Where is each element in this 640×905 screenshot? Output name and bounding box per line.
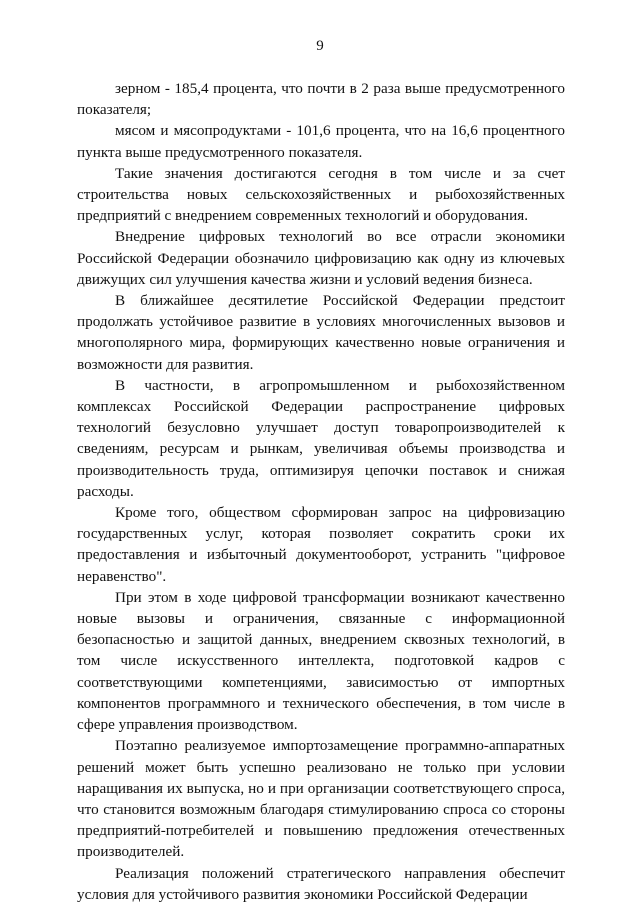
paragraph-grain: зерном - 185,4 процента, что почти в 2 раза выше предусмотренного показателя;	[77, 80, 565, 119]
paragraph-import-substitution: Поэтапно реализуемое импортозамещение программно-аппаратных решений может быть успешно реализовано не только при условии наращивания их выпуска, но и при организации соответствующего спроса, что становится возможным благодаря стимулированию спроса со стороны предприятий-потребителей и повышению предложения отечественных производителей.	[77, 737, 565, 861]
paragraph-values-achieved: Такие значения достигаются сегодня в том числе и за счет строительства новых сельскохозяйственных и рыбохозяйственных предприятий с внедрением современных технологий и оборудования.	[77, 164, 565, 225]
paragraph-next-decade: В ближайшее десятилетие Российской Федерации предстоит продолжать устойчивое развитие в условиях многочисленных вызовов и многополярного мира, формирующих качественно новые ограничения и возможности для развития.	[77, 292, 565, 373]
paragraph-agro-digitalization: В частности, в агропромышленном и рыбохозяйственном комплексах Российской Федерации распространение цифровых технологий безусловно улучшает доступ товаропроизводителей к сведениям, ресурсам и рынкам, увеличивая объемы производства и производительность труда, оптимизируя цепочки поставок и снижая расходы.	[77, 376, 565, 500]
paragraph-meat: мясом и мясопродуктами - 101,6 процента, что на 16,6 процентного пункта выше предусмотренного показателя.	[77, 122, 565, 161]
paragraph-digital-technologies: Внедрение цифровых технологий во все отрасли экономики Российской Федерации обозначило цифровизацию как одну из ключевых движущих сил улучшения качества жизни и условий ведения бизнеса.	[77, 228, 565, 288]
body-text	[77, 78, 565, 905]
paragraph-strategic-direction: Реализация положений стратегического направления обеспечит условия для устойчивого развития экономики Российской Федерации	[77, 864, 565, 903]
paragraph-digital-transformation-challenges: При этом в ходе цифровой трансформации возникают качественно новые вызовы и ограничения, связанные с информационной безопасностью и защитой данных, внедрением сквозных технологий, в том числе искусственного интеллекта, подготовкой кадров с соответствующими компетенциями, зависимостью от импортных компонентов программного и технического обеспечения, в том числе в сфере управления производством.	[77, 588, 565, 734]
page-number: 9	[316, 38, 324, 54]
paragraph-public-services: Кроме того, обществом сформирован запрос на цифровизацию государственных услуг, которая позволяет сократить сроки их предоставления и избыточный документооборот, устранить "цифровое неравенство".	[77, 504, 565, 585]
